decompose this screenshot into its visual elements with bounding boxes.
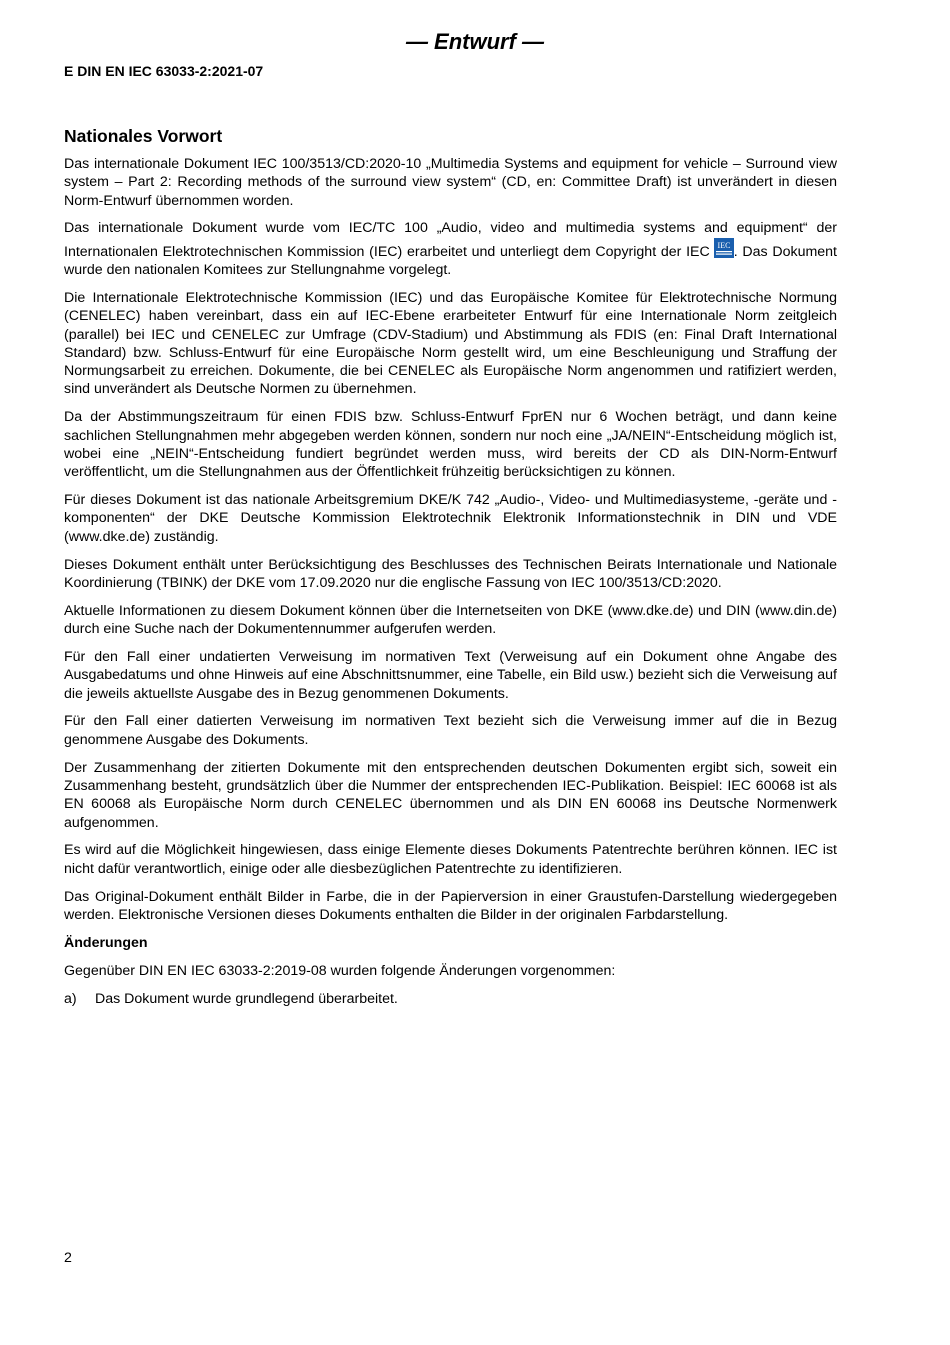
changes-heading: Änderungen [64, 934, 148, 951]
paragraph-4: Da der Abstimmungszeitraum für einen FDIS bzw. Schluss-Entwurf FprEN nur 6 Wochen beträgt, und dann keine sachlichen Stellungnahmen mehr abgegeben werden können, sondern nur noch eine „JA/NEIN“-Entscheidung möglich ist, wobei eine „NEIN“-Entscheidung fundiert begründet werden muss, wird bereits der CD als DIN-Norm-Entwurf veröffentlicht, um die Stellungnahmen aus der Öffentlichkeit frühzeitig berücksichtigen zu können. [64, 409, 837, 481]
section-title: Nationales Vorwort [64, 126, 223, 146]
paragraph-12: Das Original-Dokument enthält Bilder in Farbe, die in der Papierversion in einer Graustufen-Darstellung wiedergegeben werden. Elektronische Versionen dieses Dokuments enthalten die Bilder in der originalen Farbdarstellung. [64, 888, 837, 923]
paragraph-5: Für dieses Dokument ist das nationale Arbeitsgremium DKE/K 742 „Audio-, Video- und Multimediasysteme, -geräte und -komponenten“ der DKE Deutsche Kommission Elektrotechnik Elektronik Informationstechnik in DIN und VDE (www.dke.de) zuständig. [64, 492, 837, 545]
paragraph-6: Dieses Dokument enthält unter Berücksichtigung des Beschlusses des Technischen Beirats Internationale und Nationale Koordinierung (TBINK) der DKE vom 17.09.2020 nur die englische Fassung von IEC 100/3513/CD:2020. [64, 556, 837, 591]
paragraph-10: Der Zusammenhang der zitierten Dokumente mit den entsprechenden deutschen Dokumenten ergibt sich, soweit ein Zusammenhang besteht, grundsätzlich über die Nummer der entsprechenden IEC-Publikation. Beispiel: IEC 60068 ist als EN 60068 als Europäische Norm durch CENELEC übernommen und als DIN EN 60068 ins Deutsche Normenwerk aufgenommen. [64, 759, 837, 831]
paragraph-2-text-a: Das internationale Dokument wurde vom IEC/TC 100 „Audio, video and multimedia systems and equipment“ der Internationalen Elektrotechnischen Kommission (IEC) erarbeitet und unterliegt dem Copyright der IEC [64, 220, 837, 260]
paragraph-1: Das internationale Dokument IEC 100/3513/CD:2020-10 „Multimedia Systems and equipment for vehicle – Surround view system – Part 2: Recording methods of the surround view system“ (CD, en: Committee Draft) ist unverändert in diesen Norm-Entwurf übernommen worden. [64, 156, 837, 209]
paragraph-9: Für den Fall einer datierten Verweisung im normativen Text bezieht sich die Verweisung immer auf die in Bezug genommene Ausgabe des Dokuments. [64, 713, 837, 748]
iec-logo-text: IEC [717, 240, 731, 250]
paragraph-8: Für den Fall einer undatierten Verweisung im normativen Text (Verweisung auf ein Dokument ohne Angabe des Ausgabedatums und ohne Hinweis auf eine Abschnittsnummer, eine Tabelle, ein Bild usw.) bezieht sich die Verweisung auf die jeweils aktuellste Ausgabe des in Bezug genommenen Dokuments. [64, 648, 837, 702]
paragraph-2 [64, 219, 837, 279]
list-item-text: Das Dokument wurde grundlegend überarbeitet. [95, 990, 398, 1007]
changes-list-item [64, 990, 837, 1008]
iec-logo-icon [714, 238, 734, 258]
changes-intro: Gegenüber DIN EN IEC 63033-2:2019-08 wurden folgende Änderungen vorgenommen: [64, 962, 616, 979]
draft-watermark: — Entwurf — [405, 29, 545, 54]
paragraph-2-text-b: . Das Dokument wurde den nationalen Komitees zur Stellungnahme vorgelegt. [64, 243, 838, 279]
page-number: 2 [64, 1250, 72, 1266]
paragraph-11: Es wird auf die Möglichkeit hingewiesen, dass einige Elemente dieses Dokuments Patentrechte berühren können. IEC ist nicht dafür verantwortlich, einige oder alle diesbezüglichen Patentrechte zu identifizieren. [64, 842, 837, 877]
main-content [64, 125, 837, 1017]
document-id: E DIN EN IEC 63033-2:2021-07 [64, 63, 264, 79]
list-marker: a) [64, 990, 77, 1007]
paragraph-7: Aktuelle Informationen zu diesem Dokument können über die Internetseiten von DKE (www.dke.de) und DIN (www.din.de) durch eine Suche nach der Dokumentennummer aufgerufen werden. [64, 602, 837, 638]
paragraph-3: Die Internationale Elektrotechnische Kommission (IEC) und das Europäische Komitee für Elektrotechnische Normung (CENELEC) haben vereinbart, dass ein auf IEC-Ebene erarbeiteter Entwurf für eine Internationale Norm zeitgleich (parallel) bei IEC und CENELEC zur Umfrage (CDV-Stadium) und Abstimmung als FDIS (en: Final Draft International Standard) bzw. Schluss-Entwurf für eine Europäische Norm gestellt wird, um eine Beschleunigung und Straffung der Normungsarbeit zu erreichen. Dokumente, die bei CENELEC als Europäische Norm angenommen und ratifiziert werden, sind unverändert als Deutsche Normen zu übernehmen. [64, 289, 837, 398]
